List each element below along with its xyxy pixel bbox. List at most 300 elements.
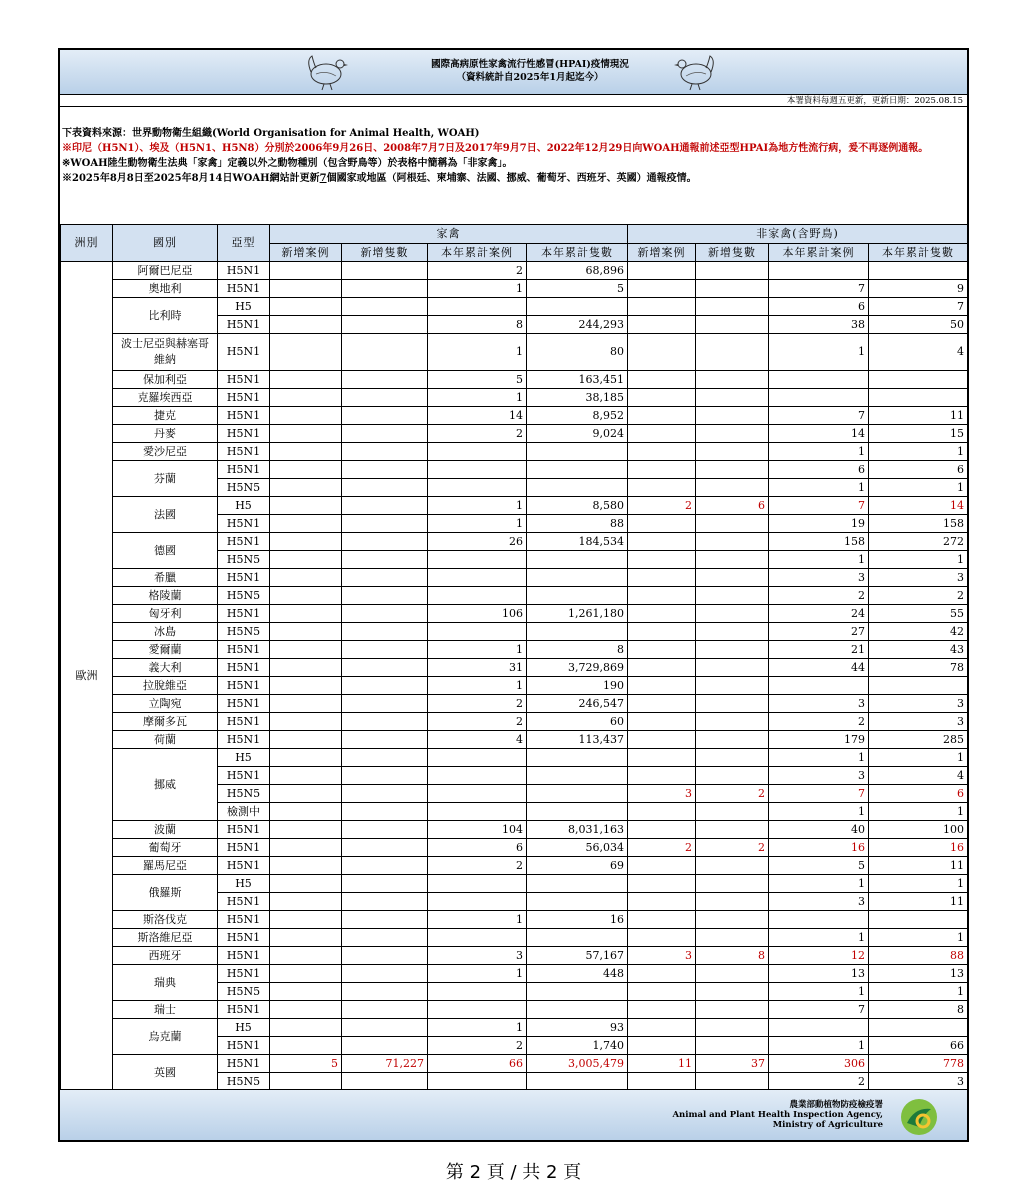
value-cell [628, 713, 696, 731]
country-cell: 比利時 [113, 298, 218, 334]
value-cell [696, 983, 769, 1001]
country-cell: 摩爾多瓦 [113, 713, 218, 731]
value-cell [342, 497, 428, 515]
value-cell [628, 1001, 696, 1019]
value-cell [270, 334, 342, 371]
value-cell: 158 [769, 533, 869, 551]
header-country: 國別 [113, 225, 218, 262]
value-cell [270, 316, 342, 334]
value-cell [628, 911, 696, 929]
table-row [61, 821, 968, 839]
value-cell: 56,034 [527, 839, 628, 857]
table-row [61, 461, 968, 479]
header-new-heads: 新增隻數 [696, 244, 769, 262]
table-row [61, 298, 968, 316]
value-cell: 57,167 [527, 947, 628, 965]
value-cell [342, 965, 428, 983]
subtype-cell: 檢測中 [218, 803, 270, 821]
value-cell [342, 803, 428, 821]
value-cell: 3 [769, 569, 869, 587]
value-cell [527, 1073, 628, 1091]
value-cell [270, 785, 342, 803]
value-cell [628, 821, 696, 839]
subtype-cell: H5N1 [218, 1055, 270, 1073]
table-row [61, 1001, 968, 1019]
table-row [61, 262, 968, 280]
subtype-cell: H5N1 [218, 911, 270, 929]
country-cell: 波蘭 [113, 821, 218, 839]
subtype-cell: H5N1 [218, 1037, 270, 1055]
value-cell [628, 983, 696, 1001]
value-cell [696, 334, 769, 371]
value-cell [270, 623, 342, 641]
value-cell [527, 749, 628, 767]
value-cell [527, 767, 628, 785]
value-cell: 158 [869, 515, 968, 533]
value-cell [270, 1001, 342, 1019]
table-row [61, 533, 968, 551]
value-cell: 7 [769, 785, 869, 803]
value-cell [696, 623, 769, 641]
table-row [61, 875, 968, 893]
value-cell: 68,896 [527, 262, 628, 280]
value-cell: 43 [869, 641, 968, 659]
country-cell: 克羅埃西亞 [113, 389, 218, 407]
value-cell: 2 [428, 425, 527, 443]
value-cell [342, 551, 428, 569]
value-cell [270, 749, 342, 767]
value-cell: 3 [869, 569, 968, 587]
value-cell: 16 [769, 839, 869, 857]
value-cell: 60 [527, 713, 628, 731]
value-cell [769, 371, 869, 389]
value-cell [527, 298, 628, 316]
country-cell: 俄羅斯 [113, 875, 218, 911]
value-cell: 104 [428, 821, 527, 839]
country-cell: 烏克蘭 [113, 1019, 218, 1055]
subtype-cell: H5N5 [218, 551, 270, 569]
value-cell [428, 587, 527, 605]
value-cell [628, 659, 696, 677]
country-cell: 荷蘭 [113, 731, 218, 749]
table-row [61, 713, 968, 731]
value-cell [527, 785, 628, 803]
header-non-poultry: 非家禽(含野鳥) [628, 225, 968, 244]
table-row [61, 677, 968, 695]
value-cell: 2 [628, 497, 696, 515]
value-cell: 13 [869, 965, 968, 983]
subtype-cell: H5N1 [218, 839, 270, 857]
update-count: 7 [319, 173, 327, 184]
value-cell [428, 443, 527, 461]
value-cell: 5 [527, 280, 628, 298]
value-cell [869, 371, 968, 389]
title-line-1: 國際高病原性家禽流行性感冒(HPAI)疫情現況 [431, 59, 629, 70]
value-cell [270, 280, 342, 298]
table-row [61, 280, 968, 298]
subtype-cell: H5N1 [218, 893, 270, 911]
value-cell [696, 929, 769, 947]
value-cell [628, 677, 696, 695]
table-row [61, 605, 968, 623]
value-cell: 11 [628, 1055, 696, 1073]
document-frame [58, 48, 969, 1142]
value-cell [628, 407, 696, 425]
country-cell: 拉脫維亞 [113, 677, 218, 695]
value-cell: 5 [428, 371, 527, 389]
value-cell [869, 262, 968, 280]
value-cell [527, 803, 628, 821]
value-cell: 1,261,180 [527, 605, 628, 623]
table-row [61, 839, 968, 857]
subtype-cell: H5N1 [218, 677, 270, 695]
value-cell [342, 479, 428, 497]
value-cell: 16 [869, 839, 968, 857]
value-cell [527, 551, 628, 569]
subtype-cell: H5N5 [218, 1073, 270, 1091]
value-cell [696, 479, 769, 497]
subtype-cell: H5N5 [218, 479, 270, 497]
value-cell: 9,024 [527, 425, 628, 443]
value-cell [270, 1073, 342, 1091]
value-cell: 1,740 [527, 1037, 628, 1055]
value-cell: 448 [527, 965, 628, 983]
update-note: ※2025年8月8日至2025年8月14日WOAH網站計更新7個國家或地區（阿根廷、柬埔寨、法國、挪威、葡萄牙、西班牙、英國）通報疫情。 [62, 173, 697, 184]
value-cell: 71,227 [342, 1055, 428, 1073]
value-cell: 1 [869, 983, 968, 1001]
value-cell [342, 767, 428, 785]
value-cell [342, 839, 428, 857]
subtype-cell: H5N1 [218, 929, 270, 947]
table-body [61, 262, 968, 1091]
value-cell [342, 893, 428, 911]
table-row [61, 334, 968, 371]
table-row [61, 371, 968, 389]
header-ytd-cases: 本年累計案例 [428, 244, 527, 262]
table-row [61, 407, 968, 425]
value-cell: 2 [869, 587, 968, 605]
country-cell: 愛爾蘭 [113, 641, 218, 659]
country-cell: 瑞士 [113, 1001, 218, 1019]
value-cell [342, 407, 428, 425]
value-cell [628, 929, 696, 947]
value-cell [270, 839, 342, 857]
value-cell: 1 [769, 1037, 869, 1055]
value-cell: 778 [869, 1055, 968, 1073]
value-cell: 42 [869, 623, 968, 641]
country-cell: 捷克 [113, 407, 218, 425]
table-row [61, 929, 968, 947]
subtype-cell: H5 [218, 497, 270, 515]
agency-name: 農業部動植物防疫檢疫署 Animal and Plant Health Inspection Agency, Ministry of Agriculture [672, 1100, 883, 1130]
header-new-heads: 新增隻數 [342, 244, 428, 262]
value-cell [628, 641, 696, 659]
value-cell [696, 533, 769, 551]
value-cell: 1 [769, 479, 869, 497]
value-cell [696, 911, 769, 929]
value-cell: 190 [527, 677, 628, 695]
value-cell [342, 605, 428, 623]
value-cell [696, 425, 769, 443]
value-cell [342, 731, 428, 749]
value-cell: 3 [769, 767, 869, 785]
value-cell [270, 298, 342, 316]
value-cell [696, 587, 769, 605]
value-cell [270, 551, 342, 569]
country-cell: 波士尼亞與赫塞哥維納 [113, 334, 218, 371]
value-cell [696, 641, 769, 659]
value-cell [696, 605, 769, 623]
value-cell [628, 1019, 696, 1037]
value-cell: 7 [769, 280, 869, 298]
value-cell: 163,451 [527, 371, 628, 389]
value-cell: 26 [428, 533, 527, 551]
country-cell: 斯洛伐克 [113, 911, 218, 929]
subtype-cell: H5N1 [218, 533, 270, 551]
country-cell: 格陵蘭 [113, 587, 218, 605]
value-cell: 38,185 [527, 389, 628, 407]
value-cell: 37 [696, 1055, 769, 1073]
value-cell [342, 425, 428, 443]
table-row [61, 443, 968, 461]
value-cell [628, 875, 696, 893]
value-cell: 1 [769, 551, 869, 569]
value-cell: 1 [428, 515, 527, 533]
value-cell [342, 334, 428, 371]
value-cell [527, 587, 628, 605]
subtype-cell: H5N1 [218, 334, 270, 371]
value-cell [270, 767, 342, 785]
table-row [61, 1055, 968, 1073]
value-cell: 3,729,869 [527, 659, 628, 677]
value-cell [342, 533, 428, 551]
value-cell [628, 425, 696, 443]
value-cell: 3 [628, 785, 696, 803]
value-cell [270, 262, 342, 280]
value-cell: 2 [696, 839, 769, 857]
value-cell [342, 623, 428, 641]
value-cell: 21 [769, 641, 869, 659]
value-cell: 78 [869, 659, 968, 677]
value-cell: 184,534 [527, 533, 628, 551]
value-cell [628, 479, 696, 497]
value-cell [527, 443, 628, 461]
value-cell [696, 857, 769, 875]
value-cell [342, 911, 428, 929]
value-cell [342, 443, 428, 461]
value-cell [270, 695, 342, 713]
value-cell [527, 623, 628, 641]
value-cell [428, 623, 527, 641]
value-cell [342, 929, 428, 947]
value-cell: 1 [428, 677, 527, 695]
value-cell: 3 [869, 695, 968, 713]
value-cell [696, 461, 769, 479]
header-ytd-cases: 本年累計案例 [769, 244, 869, 262]
value-cell [342, 749, 428, 767]
value-cell: 2 [428, 713, 527, 731]
value-cell: 8 [696, 947, 769, 965]
value-cell: 8 [527, 641, 628, 659]
country-cell: 英國 [113, 1055, 218, 1091]
value-cell: 14 [869, 497, 968, 515]
value-cell: 3 [428, 947, 527, 965]
subtype-cell: H5N5 [218, 785, 270, 803]
value-cell: 2 [428, 1037, 527, 1055]
header-subtype: 亞型 [218, 225, 270, 262]
value-cell [270, 389, 342, 407]
value-cell [270, 821, 342, 839]
value-cell [628, 965, 696, 983]
value-cell [628, 461, 696, 479]
subtype-cell: H5N1 [218, 443, 270, 461]
value-cell: 11 [869, 407, 968, 425]
value-cell: 8 [428, 316, 527, 334]
value-cell [428, 785, 527, 803]
value-cell: 1 [869, 929, 968, 947]
value-cell: 27 [769, 623, 869, 641]
value-cell: 88 [869, 947, 968, 965]
value-cell: 31 [428, 659, 527, 677]
value-cell [428, 479, 527, 497]
value-cell: 285 [869, 731, 968, 749]
value-cell [428, 929, 527, 947]
value-cell [696, 965, 769, 983]
value-cell: 2 [628, 839, 696, 857]
value-cell: 3 [869, 713, 968, 731]
value-cell [769, 677, 869, 695]
country-cell: 西班牙 [113, 947, 218, 965]
value-cell [869, 911, 968, 929]
value-cell [696, 1037, 769, 1055]
country-cell: 冰島 [113, 623, 218, 641]
table-row [61, 569, 968, 587]
value-cell: 93 [527, 1019, 628, 1037]
value-cell [342, 1073, 428, 1091]
country-cell: 保加利亞 [113, 371, 218, 389]
value-cell [527, 893, 628, 911]
value-cell [270, 947, 342, 965]
value-cell [270, 587, 342, 605]
value-cell: 69 [527, 857, 628, 875]
country-cell: 希臘 [113, 569, 218, 587]
value-cell [342, 1019, 428, 1037]
value-cell [769, 262, 869, 280]
subtype-cell: H5N1 [218, 857, 270, 875]
endemic-note: ※印尼（H5N1）、埃及（H5N1、H5N8）分別於2006年9月26日、2008年7月7日及2017年9月7日、2022年12月29日向WOAH通報前述亞型HPAI為地方性流行病，爰不再逐例通報。 [62, 143, 929, 154]
subtype-cell: H5N1 [218, 731, 270, 749]
value-cell: 1 [769, 983, 869, 1001]
value-cell: 1 [869, 749, 968, 767]
value-cell [696, 821, 769, 839]
subtype-cell: H5N5 [218, 587, 270, 605]
value-cell: 2 [696, 785, 769, 803]
value-cell [342, 280, 428, 298]
value-cell: 4 [869, 334, 968, 371]
subtype-cell: H5N1 [218, 767, 270, 785]
subtype-cell: H5N1 [218, 316, 270, 334]
country-cell: 奧地利 [113, 280, 218, 298]
value-cell [628, 605, 696, 623]
value-cell: 9 [869, 280, 968, 298]
table-row [61, 659, 968, 677]
value-cell [270, 965, 342, 983]
country-cell: 立陶宛 [113, 695, 218, 713]
value-cell [270, 713, 342, 731]
value-cell [696, 1019, 769, 1037]
value-cell [342, 371, 428, 389]
value-cell [628, 731, 696, 749]
value-cell: 5 [769, 857, 869, 875]
table-row [61, 641, 968, 659]
value-cell: 3 [869, 1073, 968, 1091]
value-cell [696, 280, 769, 298]
table-row [61, 857, 968, 875]
value-cell: 3 [628, 947, 696, 965]
value-cell [342, 695, 428, 713]
value-cell [696, 371, 769, 389]
value-cell [696, 443, 769, 461]
value-cell: 6 [869, 785, 968, 803]
value-cell: 8,031,163 [527, 821, 628, 839]
value-cell [270, 515, 342, 533]
value-cell [270, 803, 342, 821]
value-cell [428, 767, 527, 785]
value-cell [342, 1001, 428, 1019]
value-cell [628, 767, 696, 785]
value-cell [270, 983, 342, 1001]
value-cell [428, 461, 527, 479]
value-cell [270, 497, 342, 515]
value-cell [527, 479, 628, 497]
value-cell: 40 [769, 821, 869, 839]
value-cell [270, 641, 342, 659]
table-row [61, 911, 968, 929]
value-cell: 8,580 [527, 497, 628, 515]
value-cell: 8,952 [527, 407, 628, 425]
table-row [61, 497, 968, 515]
table-row [61, 389, 968, 407]
value-cell: 1 [769, 803, 869, 821]
value-cell [428, 1073, 527, 1091]
header-continent: 洲別 [61, 225, 113, 262]
table-row [61, 731, 968, 749]
subtype-cell: H5 [218, 749, 270, 767]
subtype-cell: H5N1 [218, 605, 270, 623]
value-cell [769, 1019, 869, 1037]
value-cell [270, 857, 342, 875]
value-cell: 1 [769, 749, 869, 767]
value-cell [869, 389, 968, 407]
value-cell [527, 569, 628, 587]
value-cell: 179 [769, 731, 869, 749]
value-cell: 7 [769, 497, 869, 515]
table-row [61, 965, 968, 983]
value-cell [628, 533, 696, 551]
value-cell: 7 [769, 1001, 869, 1019]
value-cell [428, 569, 527, 587]
value-cell: 1 [428, 389, 527, 407]
table-row [61, 749, 968, 767]
value-cell [696, 875, 769, 893]
value-cell [342, 389, 428, 407]
value-cell [270, 371, 342, 389]
value-cell: 1 [428, 641, 527, 659]
value-cell [270, 731, 342, 749]
hpai-table [60, 224, 968, 1091]
country-cell: 丹麥 [113, 425, 218, 443]
value-cell [696, 749, 769, 767]
